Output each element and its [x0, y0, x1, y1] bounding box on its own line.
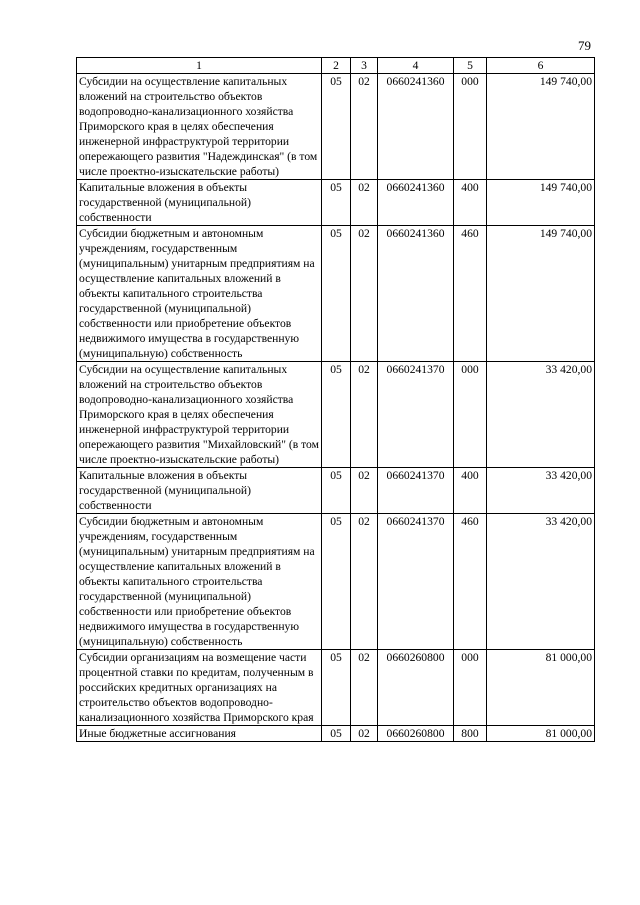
row-name: Капитальные вложения в объекты государственной (муниципальной) собственности [77, 468, 322, 514]
row-target-code: 0660241360 [378, 180, 454, 226]
row-subsection: 02 [351, 180, 378, 226]
row-sum: 33 420,00 [487, 514, 595, 650]
row-name: Субсидии бюджетным и автономным учреждениям, государственным (муниципальным) унитарным предприятиям на осуществление капитальных вложений в объекты капитального строительства государственной (муниципальной) собственности или приобретение объектов недвижимого имущества в государственную (муниципальную) собственность [77, 514, 322, 650]
table-row [77, 468, 595, 514]
header-col-4: 4 [378, 58, 454, 74]
table-body [77, 74, 595, 742]
table-row [77, 514, 595, 650]
header-row [77, 58, 595, 74]
row-sum: 81 000,00 [487, 650, 595, 726]
table-row [77, 362, 595, 468]
row-target-code: 0660260800 [378, 650, 454, 726]
table-header [77, 58, 595, 74]
row-sum: 33 420,00 [487, 362, 595, 468]
row-expense-type: 460 [454, 514, 487, 650]
table-row [77, 726, 595, 742]
row-sum: 33 420,00 [487, 468, 595, 514]
row-target-code: 0660241370 [378, 514, 454, 650]
row-section: 05 [322, 514, 351, 650]
row-expense-type: 460 [454, 226, 487, 362]
row-expense-type: 000 [454, 650, 487, 726]
page-number: 79 [578, 38, 591, 53]
row-target-code: 0660241370 [378, 468, 454, 514]
header-col-5: 5 [454, 58, 487, 74]
row-section: 05 [322, 180, 351, 226]
row-expense-type: 400 [454, 180, 487, 226]
row-section: 05 [322, 226, 351, 362]
row-section: 05 [322, 468, 351, 514]
row-expense-type: 400 [454, 468, 487, 514]
row-subsection: 02 [351, 362, 378, 468]
row-name: Капитальные вложения в объекты государственной (муниципальной) собственности [77, 180, 322, 226]
header-col-2: 2 [322, 58, 351, 74]
budget-table [76, 57, 595, 742]
row-section: 05 [322, 74, 351, 180]
header-col-6: 6 [487, 58, 595, 74]
row-expense-type: 000 [454, 74, 487, 180]
row-name: Субсидии на осуществление капитальных вложений на строительство объектов водопроводно-канализационного хозяйства Приморского края в целях обеспечения инженерной инфраструктурой территории опережающего развития "Надеждинская" (в том числе проектно-изыскательские работы) [77, 74, 322, 180]
row-target-code: 0660260800 [378, 726, 454, 742]
row-section: 05 [322, 726, 351, 742]
header-col-1: 1 [77, 58, 322, 74]
row-name: Субсидии организациям на возмещение части процентной ставки по кредитам, полученным в российских кредитных организациях на строительство объектов водопроводно-канализационного хозяйства Приморского края [77, 650, 322, 726]
row-sum: 149 740,00 [487, 74, 595, 180]
row-subsection: 02 [351, 226, 378, 362]
row-expense-type: 800 [454, 726, 487, 742]
row-sum: 149 740,00 [487, 226, 595, 362]
row-target-code: 0660241370 [378, 362, 454, 468]
row-name: Субсидии на осуществление капитальных вложений на строительство объектов водопроводно-канализационного хозяйства Приморского края в целях обеспечения инженерной инфраструктурой территории опережающего развития "Михайловский" (в том числе проектно-изыскательские работы) [77, 362, 322, 468]
row-sum: 81 000,00 [487, 726, 595, 742]
row-subsection: 02 [351, 468, 378, 514]
row-name: Субсидии бюджетным и автономным учреждениям, государственным (муниципальным) унитарным предприятиям на осуществление капитальных вложений в объекты капитального строительства государственной (муниципальной) собственности или приобретение объектов недвижимого имущества в государственную (муниципальную) собственность [77, 226, 322, 362]
row-subsection: 02 [351, 650, 378, 726]
table-row [77, 74, 595, 180]
row-sum: 149 740,00 [487, 180, 595, 226]
row-subsection: 02 [351, 726, 378, 742]
row-subsection: 02 [351, 514, 378, 650]
header-col-3: 3 [351, 58, 378, 74]
row-target-code: 0660241360 [378, 74, 454, 180]
row-expense-type: 000 [454, 362, 487, 468]
row-section: 05 [322, 362, 351, 468]
table-row [77, 226, 595, 362]
row-subsection: 02 [351, 74, 378, 180]
row-section: 05 [322, 650, 351, 726]
row-target-code: 0660241360 [378, 226, 454, 362]
row-name: Иные бюджетные ассигнования [77, 726, 322, 742]
table-row [77, 180, 595, 226]
table-row [77, 650, 595, 726]
